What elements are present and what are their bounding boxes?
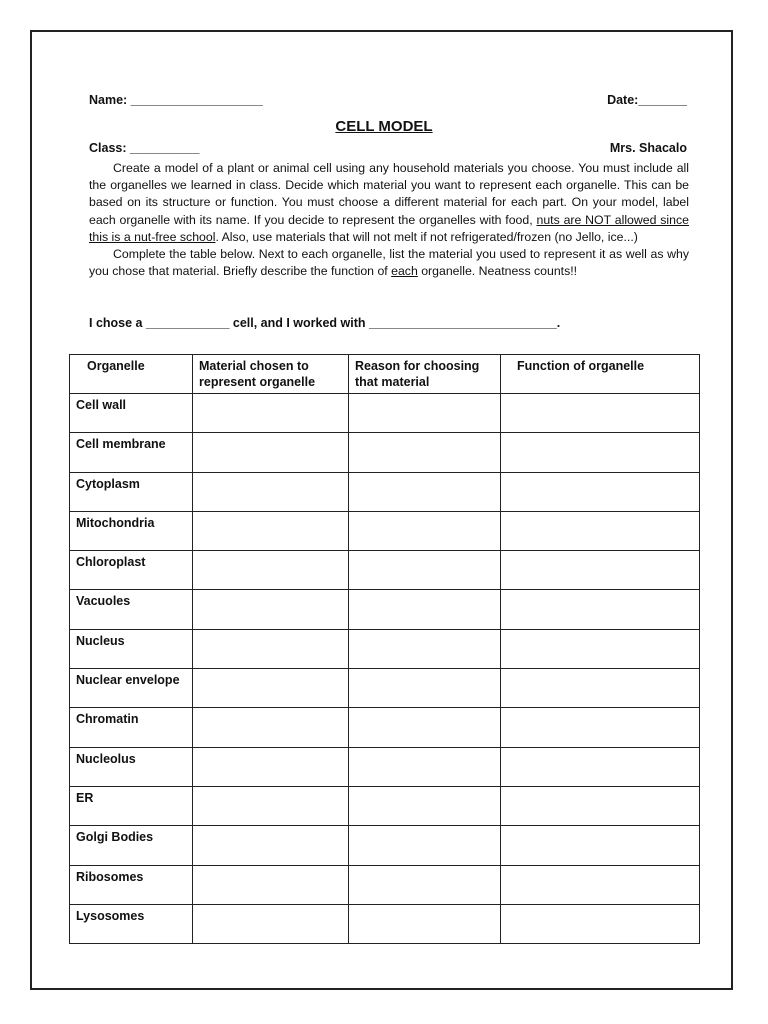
reason-input-cell[interactable] <box>349 551 501 590</box>
teacher-name: Mrs. Shacalo <box>609 141 687 155</box>
material-input-cell[interactable] <box>193 433 349 472</box>
teacher-info <box>607 60 687 172</box>
table-row <box>70 786 700 825</box>
material-input-cell[interactable] <box>193 865 349 904</box>
page-title: CELL MODEL <box>335 118 433 135</box>
material-input-cell[interactable] <box>193 511 349 550</box>
function-input-cell[interactable] <box>501 669 700 708</box>
table-row <box>70 708 700 747</box>
reason-input-cell[interactable] <box>349 708 501 747</box>
column-header-material: Material chosen to represent organelle <box>193 355 349 394</box>
organelle-name-cell: Chloroplast <box>70 551 193 590</box>
instructions <box>89 160 689 280</box>
organelle-name-cell: Mitochondria <box>70 511 193 550</box>
reason-input-cell[interactable] <box>349 786 501 825</box>
column-header-organelle: Organelle <box>70 355 193 394</box>
table-row <box>70 394 700 433</box>
function-input-cell[interactable] <box>501 590 700 629</box>
table-row <box>70 904 700 943</box>
organelle-name-cell: Cell membrane <box>70 433 193 472</box>
instructions-text: organelle. Neatness counts!! <box>417 264 578 279</box>
reason-input-cell[interactable] <box>349 629 501 668</box>
material-input-cell[interactable] <box>193 590 349 629</box>
organelle-name-cell: Cytoplasm <box>70 472 193 511</box>
organelle-name-cell: Nuclear envelope <box>70 669 193 708</box>
instructions-paragraph-1 <box>89 160 689 246</box>
material-input-cell[interactable] <box>193 904 349 943</box>
organelle-name-cell: Nucleus <box>70 629 193 668</box>
table-row <box>70 433 700 472</box>
material-input-cell[interactable] <box>193 472 349 511</box>
material-input-cell[interactable] <box>193 826 349 865</box>
function-input-cell[interactable] <box>501 472 700 511</box>
instructions-text: Complete the table below. Next to each organelle, list the material you used to represent it as well as why you chose that material. Briefly describe the function of <box>89 247 689 279</box>
organelle-name-cell: Vacuoles <box>70 590 193 629</box>
table-row <box>70 826 700 865</box>
table-header-row <box>70 355 700 394</box>
function-input-cell[interactable] <box>501 865 700 904</box>
function-input-cell[interactable] <box>501 747 700 786</box>
function-input-cell[interactable] <box>501 394 700 433</box>
table-row <box>70 472 700 511</box>
function-input-cell[interactable] <box>501 551 700 590</box>
reason-input-cell[interactable] <box>349 590 501 629</box>
table-row <box>70 669 700 708</box>
material-input-cell[interactable] <box>193 747 349 786</box>
function-input-cell[interactable] <box>501 786 700 825</box>
student-info <box>89 60 263 172</box>
nut-warning: nuts are NOT allowed since this is a nut-free school <box>89 212 689 244</box>
column-header-function: Function of organelle <box>501 355 700 394</box>
organelle-name-cell: Ribosomes <box>70 865 193 904</box>
material-input-cell[interactable] <box>193 394 349 433</box>
instructions-text: . Also, use materials that will not melt if not refrigerated/frozen (no Jello, ice...) <box>215 229 638 244</box>
instructions-paragraph-2 <box>89 246 689 280</box>
organelle-name-cell: Cell wall <box>70 394 193 433</box>
table-row <box>70 590 700 629</box>
organelle-name-cell: Chromatin <box>70 708 193 747</box>
organelle-name-cell: Nucleolus <box>70 747 193 786</box>
function-input-cell[interactable] <box>501 904 700 943</box>
reason-input-cell[interactable] <box>349 394 501 433</box>
table-row <box>70 629 700 668</box>
table-row <box>70 551 700 590</box>
material-input-cell[interactable] <box>193 669 349 708</box>
date-line[interactable]: Date:_______ <box>607 93 687 107</box>
reason-input-cell[interactable] <box>349 826 501 865</box>
organelle-table <box>69 354 700 944</box>
organelle-name-cell: Lysosomes <box>70 904 193 943</box>
cell-choice-line[interactable]: I chose a ____________ cell, and I worked with ___________________________. <box>89 316 561 330</box>
table-row <box>70 747 700 786</box>
material-input-cell[interactable] <box>193 708 349 747</box>
reason-input-cell[interactable] <box>349 472 501 511</box>
reason-input-cell[interactable] <box>349 511 501 550</box>
emphasis-each: each <box>391 264 418 279</box>
material-input-cell[interactable] <box>193 629 349 668</box>
organelle-table-body <box>70 394 700 944</box>
function-input-cell[interactable] <box>501 826 700 865</box>
reason-input-cell[interactable] <box>349 747 501 786</box>
function-input-cell[interactable] <box>501 511 700 550</box>
reason-input-cell[interactable] <box>349 865 501 904</box>
function-input-cell[interactable] <box>501 433 700 472</box>
organelle-name-cell: ER <box>70 786 193 825</box>
table-row <box>70 511 700 550</box>
table-row <box>70 865 700 904</box>
material-input-cell[interactable] <box>193 551 349 590</box>
name-line[interactable]: Name: ___________________ <box>89 93 263 107</box>
material-input-cell[interactable] <box>193 786 349 825</box>
organelle-name-cell: Golgi Bodies <box>70 826 193 865</box>
reason-input-cell[interactable] <box>349 433 501 472</box>
column-header-reason: Reason for choosing that material <box>349 355 501 394</box>
function-input-cell[interactable] <box>501 629 700 668</box>
reason-input-cell[interactable] <box>349 904 501 943</box>
instructions-text: Create a model of a plant or animal cell using any household materials you choose. You must include all the organelles we learned in class. Decide which material you want to represent each organelle. This can be based on its structure or function. You must choose a different material for each part. On your model, label each organelle with its name. If you decide to represent the organelles with food, <box>89 161 689 227</box>
function-input-cell[interactable] <box>501 708 700 747</box>
reason-input-cell[interactable] <box>349 669 501 708</box>
class-line[interactable]: Class: __________ <box>89 141 200 155</box>
